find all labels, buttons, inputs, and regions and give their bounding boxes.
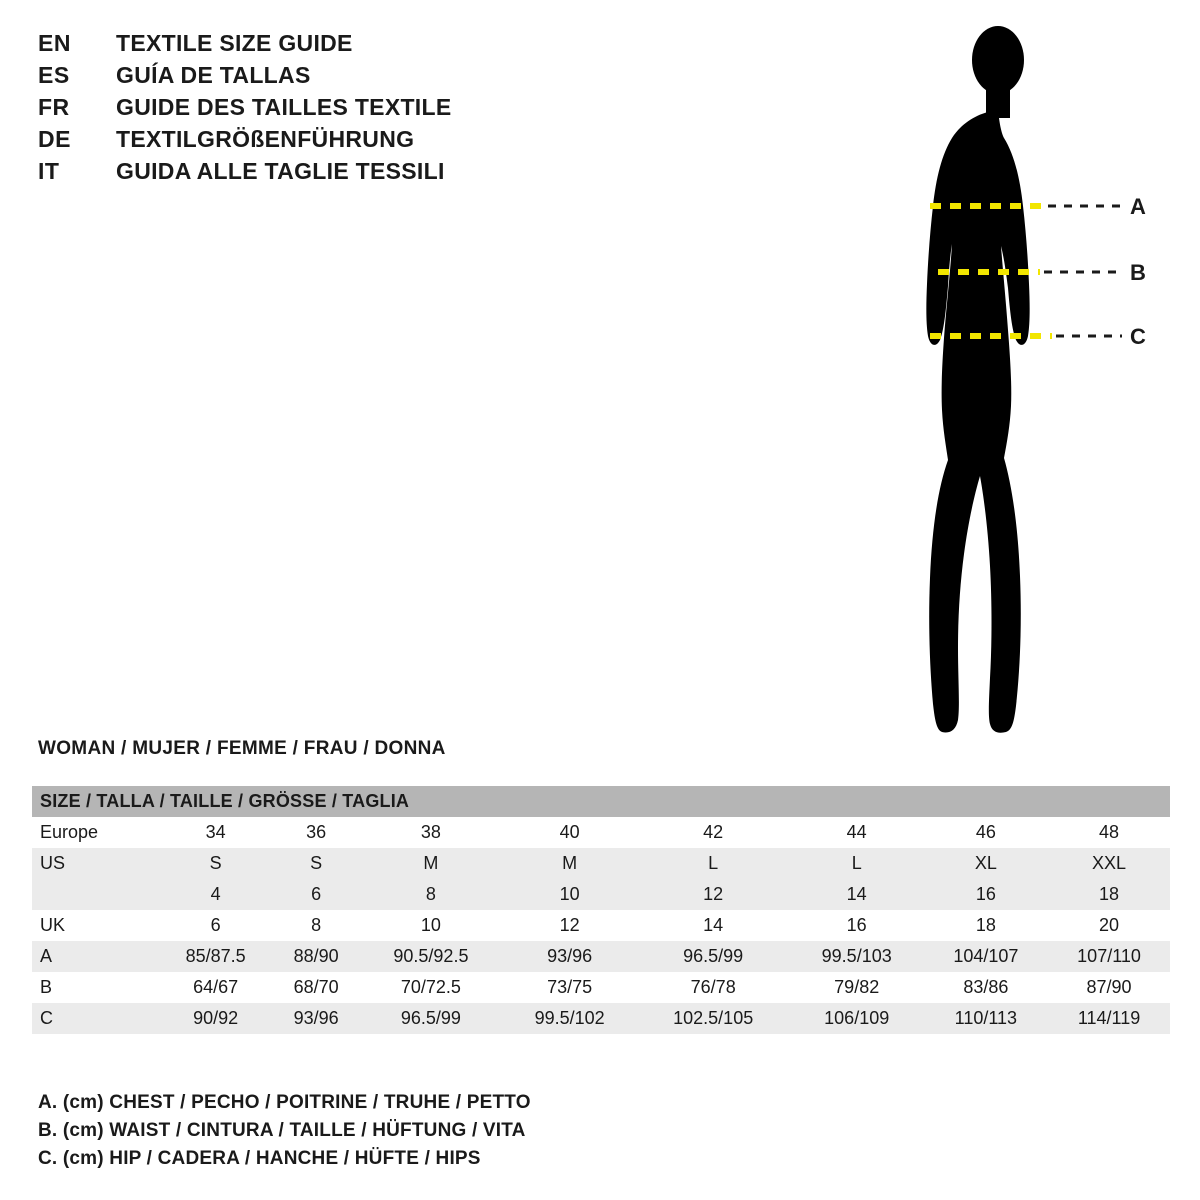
language-code-de: DE (38, 126, 71, 152)
table-row (32, 941, 1170, 972)
cell-b-2: 70/72.5 (400, 977, 461, 997)
cell-b-7: 87/90 (1086, 977, 1132, 997)
row-label-europe: Europe (40, 822, 99, 842)
cell-europe-5: 44 (846, 822, 867, 842)
section-heading: WOMAN / MUJER / FEMME / FRAU / DONNA (38, 738, 446, 759)
cell-usnum-0: 4 (210, 884, 221, 904)
title-text-fr: GUIDE DES TAILLES TEXTILE (116, 94, 452, 120)
cell-europe-1: 36 (306, 822, 327, 842)
cell-uk-7: 20 (1099, 915, 1120, 935)
cell-europe-0: 34 (205, 822, 226, 842)
cell-europe-4: 42 (703, 822, 724, 842)
body-figure (880, 18, 1180, 748)
cell-c-3: 99.5/102 (534, 1008, 605, 1028)
title-row (38, 158, 598, 190)
title-text-es: GUÍA DE TALLAS (116, 62, 311, 88)
row-label-b: B (40, 977, 53, 997)
cell-b-4: 76/78 (690, 977, 736, 997)
marker-label-c: C (1130, 324, 1146, 349)
title-row (38, 30, 598, 62)
cell-usnum-7: 18 (1099, 884, 1120, 904)
cell-europe-2: 38 (420, 822, 441, 842)
legend-block (38, 1092, 738, 1176)
cell-a-4: 96.5/99 (683, 946, 744, 966)
table-header-label: SIZE / TALLA / TAILLE / GRÖSSE / TAGLIA (40, 791, 410, 811)
cell-usnum-6: 16 (975, 884, 996, 904)
title-text-en: TEXTILE SIZE GUIDE (116, 30, 353, 56)
marker-label-a: A (1130, 194, 1146, 219)
cell-us-5: L (851, 853, 862, 873)
cell-us-7: XXL (1092, 853, 1127, 873)
title-row (38, 62, 598, 94)
cell-usnum-4: 12 (703, 884, 724, 904)
cell-a-3: 93/96 (547, 946, 593, 966)
table-row (32, 848, 1170, 879)
title-text-it: GUIDA ALLE TAGLIE TESSILI (116, 158, 445, 184)
language-code-en: EN (38, 30, 71, 56)
cell-usnum-2: 8 (425, 884, 436, 904)
cell-us-1: S (310, 853, 323, 873)
table-header-row (32, 786, 1170, 817)
legend-row-c: C. (cm) HIP / CADERA / HANCHE / HÜFTE / HIPS (38, 1148, 481, 1169)
cell-a-5: 99.5/103 (821, 946, 892, 966)
cell-uk-6: 18 (975, 915, 996, 935)
size-table (32, 786, 1170, 1034)
language-code-it: IT (38, 158, 60, 184)
cell-us-4: L (708, 853, 719, 873)
table-row (32, 1003, 1170, 1034)
cell-c-0: 90/92 (193, 1008, 239, 1028)
cell-uk-4: 14 (703, 915, 724, 935)
cell-a-0: 85/87.5 (185, 946, 246, 966)
female-silhouette-icon (880, 18, 1180, 748)
language-code-es: ES (38, 62, 70, 88)
cell-us-0: S (209, 853, 222, 873)
language-code-fr: FR (38, 94, 70, 120)
cell-a-1: 88/90 (293, 946, 339, 966)
cell-usnum-3: 10 (559, 884, 580, 904)
cell-us-2: M (423, 853, 439, 873)
title-text-de: TEXTILGRÖßENFÜHRUNG (116, 126, 415, 152)
cell-c-5: 106/109 (824, 1008, 890, 1028)
row-label-uk: UK (40, 915, 66, 935)
marker-label-b: B (1130, 260, 1146, 285)
cell-c-2: 96.5/99 (400, 1008, 461, 1028)
cell-us-6: XL (974, 853, 997, 873)
cell-b-6: 83/86 (963, 977, 1009, 997)
cell-uk-2: 10 (420, 915, 441, 935)
cell-a-6: 104/107 (953, 946, 1019, 966)
cell-usnum-1: 6 (311, 884, 322, 904)
cell-c-1: 93/96 (293, 1008, 339, 1028)
legend-row-b: B. (cm) WAIST / CINTURA / TAILLE / HÜFTUNG / VITA (38, 1120, 526, 1141)
cell-a-2: 90.5/92.5 (393, 946, 469, 966)
cell-uk-5: 16 (846, 915, 867, 935)
cell-b-5: 79/82 (834, 977, 880, 997)
cell-uk-1: 8 (311, 915, 322, 935)
cell-us-3: M (562, 853, 578, 873)
cell-europe-3: 40 (559, 822, 580, 842)
table-row (32, 817, 1170, 848)
cell-c-7: 114/119 (1077, 1008, 1141, 1028)
cell-b-3: 73/75 (547, 977, 593, 997)
title-row (38, 94, 598, 126)
cell-c-4: 102.5/105 (673, 1008, 754, 1028)
cell-a-7: 107/110 (1077, 946, 1141, 966)
row-label-a: A (40, 946, 53, 966)
cell-usnum-5: 14 (846, 884, 867, 904)
table-row (32, 910, 1170, 941)
cell-europe-7: 48 (1099, 822, 1120, 842)
cell-b-1: 68/70 (293, 977, 339, 997)
cell-europe-6: 46 (975, 822, 996, 842)
cell-uk-0: 6 (210, 915, 221, 935)
row-label-us-numeric (32, 879, 158, 910)
title-block (38, 30, 598, 190)
title-row (38, 126, 598, 158)
row-label-c: C (40, 1008, 53, 1028)
row-label-us: US (40, 853, 66, 873)
table-row (32, 879, 1170, 910)
cell-c-6: 110/113 (954, 1008, 1018, 1028)
cell-b-0: 64/67 (193, 977, 239, 997)
legend-row-a: A. (cm) CHEST / PECHO / POITRINE / TRUHE / PETTO (38, 1092, 531, 1113)
cell-uk-3: 12 (559, 915, 580, 935)
table-row (32, 972, 1170, 1003)
